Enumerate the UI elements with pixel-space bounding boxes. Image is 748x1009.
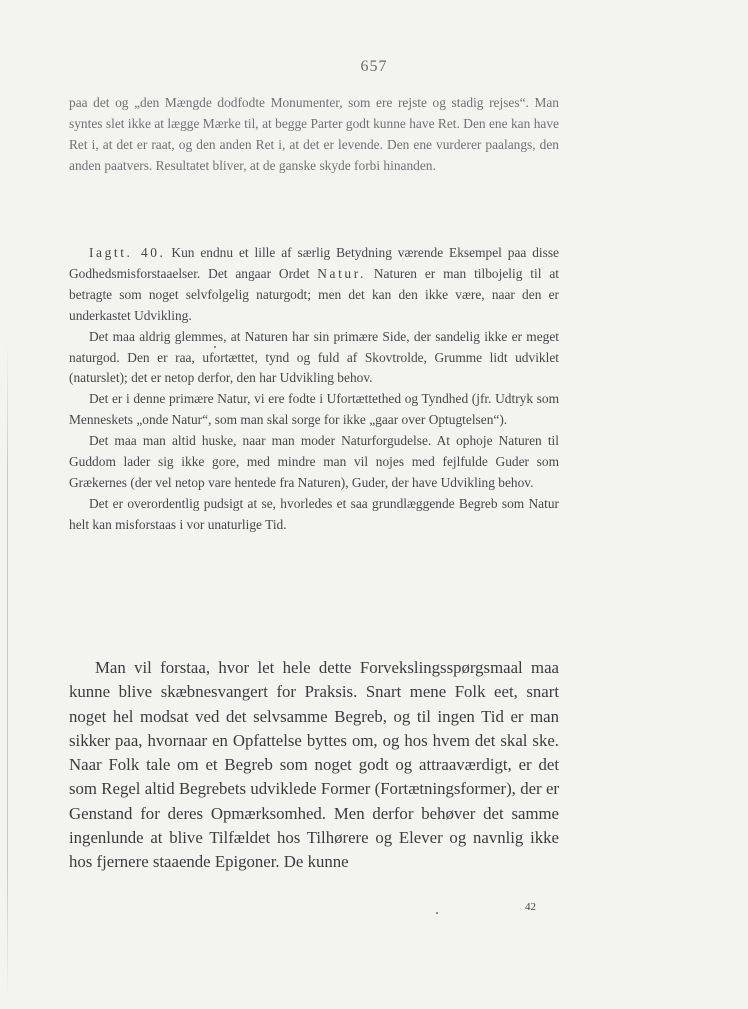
- main-paragraph: [69, 656, 559, 875]
- speck-mark: [214, 346, 216, 348]
- observation-paragraph-5: Det er overordentlig pudsigt at se, hvorledes et saa grundlæggende Begreb som Natur helt kan misforstaas i vor unaturlige Tid.: [69, 495, 559, 532]
- signature-number: 42: [525, 901, 536, 913]
- continuation-paragraph: [69, 93, 559, 177]
- main-paragraph-text: Man vil forstaa, hvor let hele dette Forvekslingsspørgsmaal maa kunne blive skæbnesvangert for Praksis. Snart mene Folk eet, snart noget hel modsat ved det selvsamme Begreb, og til ingen Tid er man sikker paa, hvornaar en Opfattelse byttes om, og hos hvem det skal ske. Naar Folk tale om et Begreb som noget godt og attraaværdigt, er det som Regel altid Begrebets udviklede Former (Fortætningsformer), der er Genstand for deres Opmærksomhed. Men derfor behøver det samme ingenlunde at blive Tilfældet hos Tilhørere og Elever og navnlig ikke hos fjernere staaende Epigoner. De kunne: [69, 658, 559, 872]
- binding-shadow: [7, 340, 8, 1000]
- observation-40-section: [69, 243, 559, 536]
- observation-paragraph-4: Det maa man altid huske, naar man moder Naturforgudelse. At ophoje Naturen til Guddom lader sig ikke gore, med mindre man vil nojes med fejlfulde Guder som Grækernes (der vel netop vare hentede fra Naturen), Guder, der have Udvikling behov.: [69, 433, 559, 490]
- observation-label: Iagtt. 40.: [89, 245, 166, 260]
- observation-paragraph-3: Det er i denne primære Natur, vi ere fodte i Ufortættethed og Tyndhed (jfr. Udtryk som Menneskets „onde Natur“, som man skal sorge for ikke „gaar over Optugtelsen“).: [69, 391, 559, 428]
- page-number: 657: [360, 58, 388, 75]
- speck-mark: [436, 912, 438, 914]
- observation-paragraph-2: Det maa aldrig glemmes, at Naturen har sin primære Side, der sandelig ikke er meget naturgod. Den er raa, ufortættet, tynd og fuld af Skovtrolde, Grumme lidt udviklet (naturslet); det er netop derfor, den har Udvikling behov.: [69, 328, 559, 386]
- observation-text-b: Naturen er man tilbojelig til at betragte som noget selvfolgelig naturgodt; men det kan den ikke være, naar den er underkastet Udvikling.: [69, 265, 559, 323]
- paragraph-text: paa det og „den Mængde dodfodte Monumenter, som ere rejste og stadig rejses“. Man syntes slet ikke at lægge Mærke til, at begge Parter godt kunne have Ret. Den ene kan have Ret i, at det er raat, og den anden Ret i, at det er levende. Den ene vurderer paalangs, den anden paatvers. Resultatet bliver, at de ganske skyde forbi hinanden.: [69, 95, 559, 173]
- observation-paragraph-1: [69, 243, 559, 327]
- observation-text-a: Kun endnu et lille af særlig Betydning værende Eksempel paa disse Godhedsmisforstaaelser. Det angaar Ordet: [69, 245, 559, 281]
- emphasized-word: Natur.: [317, 265, 366, 281]
